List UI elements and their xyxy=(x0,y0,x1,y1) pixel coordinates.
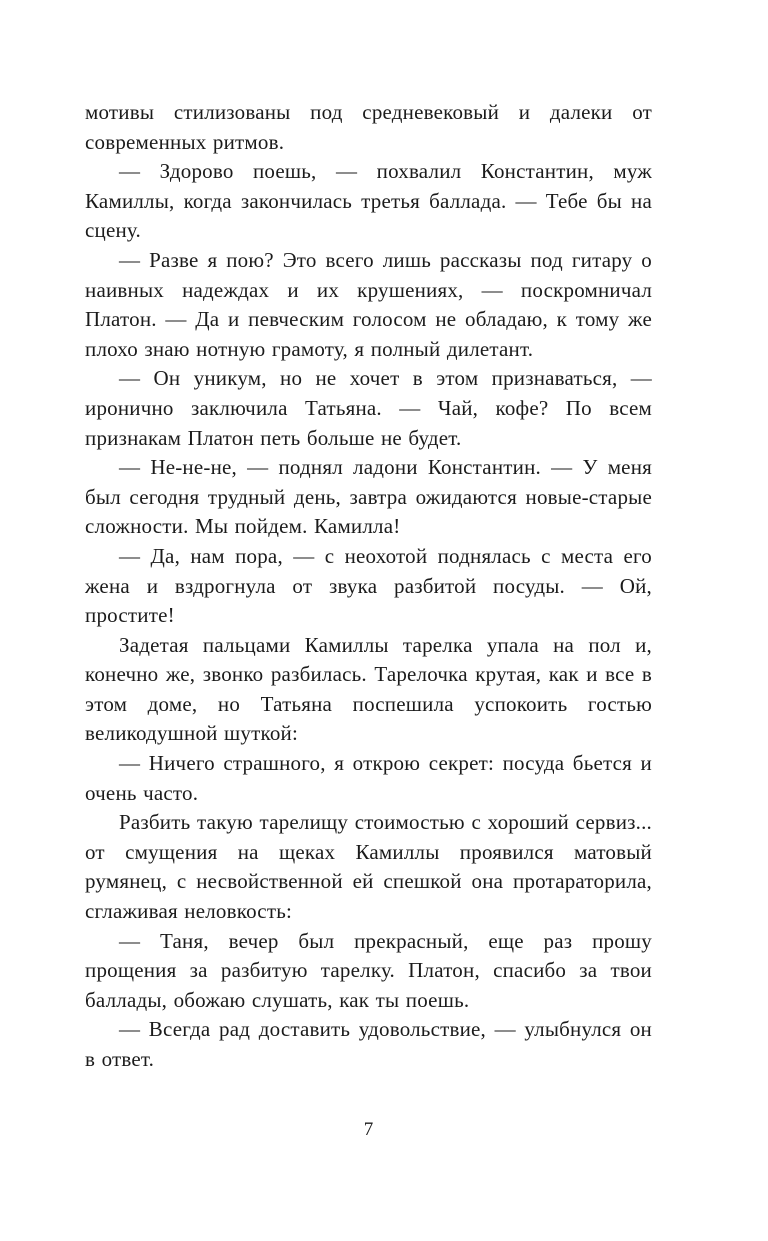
paragraph: — Разве я пою? Это всего лишь рассказы под гитару о наивных надеждах и их крушениях, — поскромничал Платон. — Да и певческим голосом не обладаю, к тому же плохо знаю нотную грамоту, я полный дилетант. xyxy=(85,247,652,361)
page-number: 7 xyxy=(363,1119,374,1140)
paragraph: Разбить такую тарелищу стоимостью с хороший сервиз... от смущения на щеках Камиллы проявился матовый румянец, с несвойственной ей спешкой она протараторила, сглаживая неловкость: xyxy=(85,810,652,924)
paragraph: — Не-не-не, — поднял ладони Константин. — У меня был сегодня трудный день, завтра ожидаются новые-старые сложности. Мы пойдем. Камилла! xyxy=(85,455,652,539)
paragraph: Задетая пальцами Камиллы тарелка упала на пол и, конечно же, звонко разбилась. Тарелочка крутая, как и все в этом доме, но Татьяна поспешила успокоить гостью великодушной шуткой: xyxy=(85,632,652,746)
paragraph: — Да, нам пора, — с неохотой поднялась с места его жена и вздрогнула от звука разбитой посуды. — Ой, простите! xyxy=(85,543,652,628)
paragraph: мотивы стилизованы под средневековый и далеки от современных ритмов. xyxy=(85,100,652,154)
text-block xyxy=(85,98,652,1075)
paragraph: — Таня, вечер был прекрасный, еще раз прошу прощения за разбитую тарелку. Платон, спасибо за твои баллады, обожаю слушать, как ты поешь. xyxy=(85,928,652,1012)
paragraph: — Всегда рад доставить удовольствие, — улыбнулся он в ответ. xyxy=(85,1017,652,1071)
paragraph: — Ничего страшного, я открою секрет: посуда бьется и очень часто. xyxy=(85,751,652,805)
paragraph: — Он уникум, но не хочет в этом признаваться, — иронично заключила Татьяна. — Чай, кофе? По всем признакам Платон петь больше не будет. xyxy=(85,366,652,450)
paragraph: — Здорово поешь, — похвалил Константин, муж Камиллы, когда закончилась третья баллада. — Тебе бы на сцену. xyxy=(85,159,652,243)
